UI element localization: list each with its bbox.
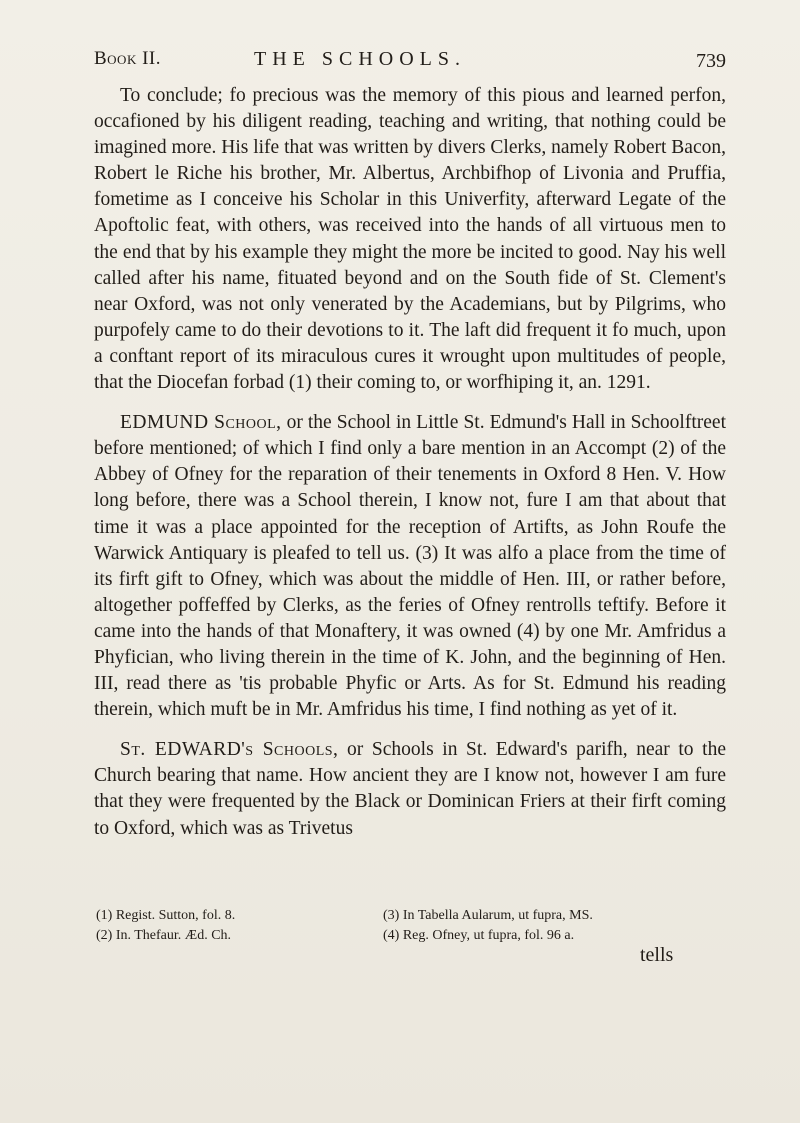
paragraph-lead: EDMUND School, — [120, 412, 282, 434]
paragraph — [94, 83, 726, 396]
paragraph-text: To conclude; fo precious was the memory of this pious and learned perfon, occafioned by his diligent reading, teaching and writing, that nothing could be imagined more. His life that was written by divers Clerks, namely Robert Bacon, Robert le Riche his brother, Mr. Albertus, Archbifhop of Livonia and Pruffia, fometime as I conceive his Scholar in this Univerfity, afterward Legate of the Apoftolic feat, with others, was received into the hands of all virtuous men to the end that by his example they might the more be incited to good. Nay his well called after his name, fituated beyond and on the South fide of St. Clement's near Oxford, was not only venerated by the Academians, but by Pilgrims, who purpofely came to do their devotions to it. The laft did frequent it fo much, upon a conftant report of its miraculous cures it wrought upon multitudes of people, that the Diocefan forbad (1) their coming to, or worfhiping it, an. 1291. — [94, 85, 726, 394]
chapter-title: THE SCHOOLS. — [254, 48, 467, 70]
footnote: (2) In. Thefaur. Æd. Ch. — [96, 928, 232, 943]
paragraph-text: or Schools in St. Edward's parifh, near to the Church bearing that name. How ancient they are I know not, however I am fure that they were frequented by the Black or Dominican Friers at their firft coming to Oxford, which was as Trivetus — [94, 739, 726, 839]
footnote: (1) Regist. Sutton, fol. 8. — [96, 908, 236, 923]
running-head — [94, 48, 726, 78]
footnotes-right-column — [383, 906, 728, 946]
page-number: 739 — [696, 50, 726, 72]
body-text — [94, 83, 726, 842]
paragraph-lead: St. EDWARD's Schools, — [120, 739, 339, 761]
paragraph — [94, 410, 726, 723]
footnote: (4) Reg. Ofney, ut fupra, fol. 96 a. — [383, 928, 575, 943]
footnotes-left-column — [96, 906, 386, 946]
catchword: tells — [640, 944, 674, 966]
paragraph — [94, 737, 726, 841]
paragraph-text: or the School in Little St. Edmund's Hall in Schoolftreet before mentioned; of which I find only a bare mention in an Accompt (2) of the Abbey of Ofney for the reparation of their tenements in Oxford 8 Hen. V. How long before, there was a School therein, I know not, fure I am that about that time it was a place appointed for the reception of Artifts, as John Roufe the Warwick Antiquary is pleafed to tell us. (3) It was alfo a place from the time of its firft gift to Ofney, which was about the middle of Hen. III, or rather before, altogether poffeffed by Clerks, as the feries of Ofney rentrolls teftify. Before it came into the hands of that Monaftery, it was owned (4) by one Mr. Amfridus a Phyfician, who living therein in the time of K. John, and the beginning of Hen. III, read there as 'tis probable Phyfic or Arts. As for St. Edmund his reading therein, which muft be in Mr. Amfridus his time, I find nothing as yet of it. — [94, 412, 726, 721]
footnote: (3) In Tabella Aularum, ut fupra, MS. — [383, 908, 593, 923]
book-number: Book II. — [94, 48, 161, 69]
